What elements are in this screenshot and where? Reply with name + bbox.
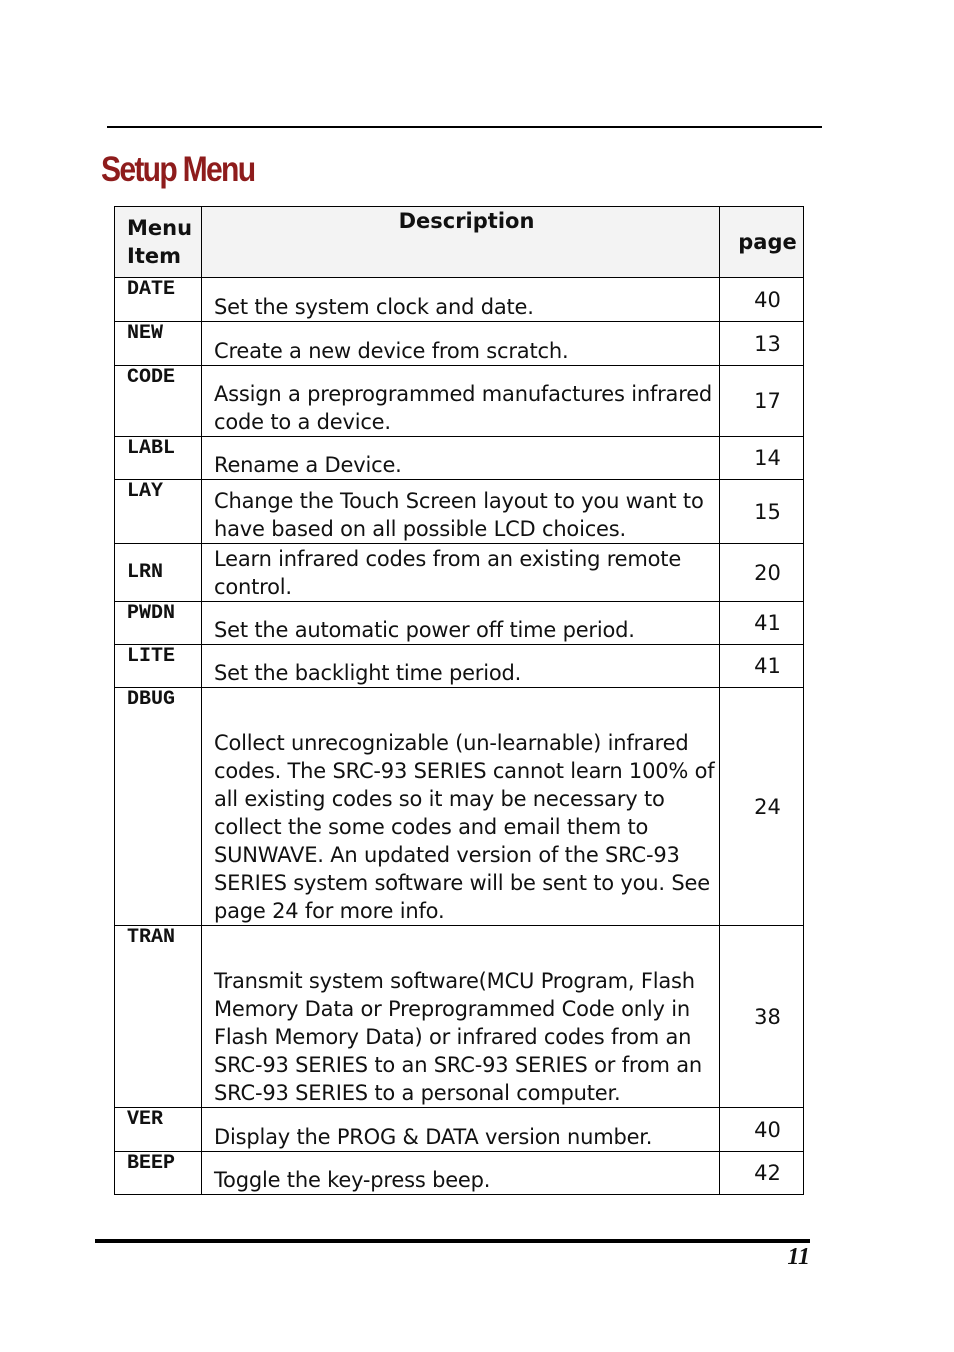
header-menu-item: Menu Item xyxy=(115,207,202,278)
menu-item-code: LABL xyxy=(115,437,202,480)
table-row xyxy=(115,926,804,1108)
header-description: Description xyxy=(202,207,720,278)
table-row xyxy=(115,278,804,322)
top-rule xyxy=(107,126,822,128)
menu-item-description: Rename a Device. xyxy=(202,437,720,480)
menu-item-page: 42 xyxy=(720,1152,804,1195)
menu-item-page: 41 xyxy=(720,602,804,645)
menu-item-code: TRAN xyxy=(115,926,202,1108)
menu-item-page: 40 xyxy=(720,278,804,322)
menu-item-page: 20 xyxy=(720,544,804,602)
menu-item-description: Collect unrecognizable (un-learnable) infrared codes. The SRC-93 SERIES cannot learn 100% of all existing codes so it may be necessary to collect the some codes and email them to SUNWAVE. An updated version of the SRC-93 SERIES system software will be sent to you. See page 24 for more info. xyxy=(202,688,720,926)
table-row xyxy=(115,1152,804,1195)
menu-item-code: DATE xyxy=(115,278,202,322)
table-row xyxy=(115,366,804,437)
menu-item-page: 40 xyxy=(720,1108,804,1152)
table-row xyxy=(115,437,804,480)
menu-item-code: DBUG xyxy=(115,688,202,926)
menu-item-page: 13 xyxy=(720,322,804,366)
menu-item-code: PWDN xyxy=(115,602,202,645)
table-row xyxy=(115,645,804,688)
table-row xyxy=(115,480,804,544)
menu-item-code: LAY xyxy=(115,480,202,544)
menu-item-code: LRN xyxy=(115,544,202,602)
menu-item-description: Change the Touch Screen layout to you want to have based on all possible LCD choices. xyxy=(202,480,720,544)
menu-item-description: Set the automatic power off time period. xyxy=(202,602,720,645)
menu-item-code: LITE xyxy=(115,645,202,688)
table-header-row xyxy=(115,207,804,278)
bottom-rule xyxy=(95,1239,810,1243)
header-page: page xyxy=(720,207,804,278)
table-row xyxy=(115,322,804,366)
menu-item-description: Create a new device from scratch. xyxy=(202,322,720,366)
menu-item-description: Set the backlight time period. xyxy=(202,645,720,688)
page-number: 11 xyxy=(787,1244,810,1270)
menu-item-page: 15 xyxy=(720,480,804,544)
table-row xyxy=(115,602,804,645)
menu-item-description: Toggle the key-press beep. xyxy=(202,1152,720,1195)
menu-item-description: Transmit system software(MCU Program, Flash Memory Data or Preprogrammed Code only in Flash Memory Data) or infrared codes from an SRC-93 SERIES to an SRC-93 SERIES or from an SRC-93 SERIES to a personal computer. xyxy=(202,926,720,1108)
menu-item-page: 17 xyxy=(720,366,804,437)
menu-item-page: 24 xyxy=(720,688,804,926)
menu-item-description: Assign a preprogrammed manufactures infrared code to a device. xyxy=(202,366,720,437)
setup-menu-table xyxy=(114,206,804,1195)
table-row xyxy=(115,688,804,926)
table-row xyxy=(115,1108,804,1152)
menu-item-page: 41 xyxy=(720,645,804,688)
menu-item-page: 38 xyxy=(720,926,804,1108)
menu-item-code: NEW xyxy=(115,322,202,366)
menu-item-code: BEEP xyxy=(115,1152,202,1195)
menu-item-description: Display the PROG & DATA version number. xyxy=(202,1108,720,1152)
menu-item-page: 14 xyxy=(720,437,804,480)
menu-item-description: Learn infrared codes from an existing remote control. xyxy=(202,544,720,602)
menu-item-code: VER xyxy=(115,1108,202,1152)
menu-item-description: Set the system clock and date. xyxy=(202,278,720,322)
menu-item-code: CODE xyxy=(115,366,202,437)
table-row xyxy=(115,544,804,602)
page-title: Setup Menu xyxy=(101,150,255,189)
